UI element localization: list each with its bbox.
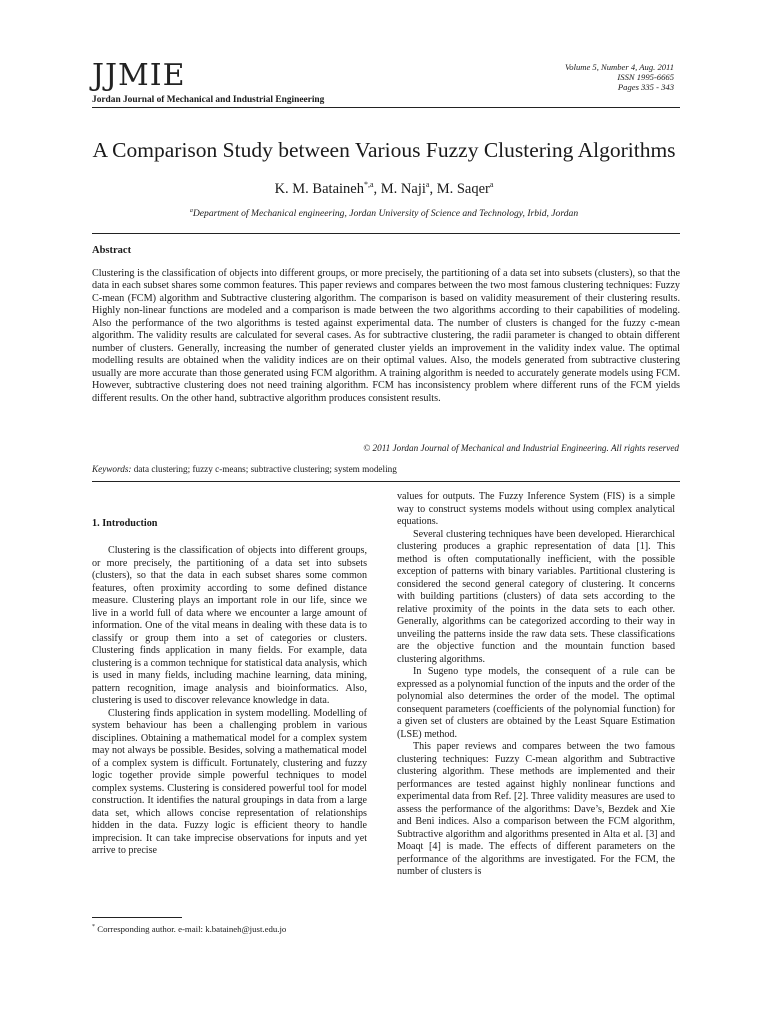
paragraph: Clustering finds application in system modelling. Modelling of system behaviour has been a challenging problem in various disciplines. Obtaining a mathematical model for a complex system may not always be possible. Besides, solving a mathematical model of a complex system is difficult. Fortunately, clustering and fuzzy logic together provide simple powerful techniques to model complex systems. Clustering is considered powerful tool for model construction. It identifies the natural groupings in data from a large data set, which allows concise representation of relationships hidden in the data. Fuzzy logic is efficient theory to handle imprecision. It can take imprecise observations for inputs and yet arrive to precise [92, 707, 367, 856]
author-name: M. Naji [380, 180, 426, 197]
journal-name: Jordan Journal of Mechanical and Industrial Engineering [92, 95, 325, 105]
paper-title: A Comparison Study between Various Fuzzy Clustering Algorithms [92, 138, 676, 162]
copyright-notice: © 2011 Jordan Journal of Mechanical and Industrial Engineering. All rights reserved [363, 443, 679, 453]
abstract-heading: Abstract [92, 245, 132, 256]
left-column [92, 545, 367, 858]
keywords-label: Keywords: [92, 464, 132, 474]
abstract-top-rule [92, 233, 680, 234]
footnote [92, 924, 286, 934]
author-name: K. M. Bataineh [274, 180, 364, 197]
affiliation-text: Department of Mechanical engineering, Jordan University of Science and Technology, Irbid, Jordan [192, 208, 579, 220]
volume-info: Volume 5, Number 4, Aug. 2011 [564, 62, 674, 72]
author-list: K. M. Bataineh$^{*,a}$, M. Naji$^a$, M. Saqer$^a$ [274, 180, 494, 197]
affiliation [0, 208, 768, 219]
keywords [92, 464, 397, 474]
abstract-bottom-rule [92, 481, 680, 482]
journal-logo: JJMIE [92, 58, 186, 93]
right-column [397, 491, 675, 879]
footnote-rule [92, 917, 182, 918]
paragraph: Clustering is the classification of objects into different groups, or more precisely, the partitioning of a data set into subsets (clusters), so that the data in each subset shares some common features, often proximity according to some defined distance measure. Clustering plays an important role in our life, since we live in a world full of data where we encounter a large amount of information. One of the vital means in dealing with these data is to classify or group them into a set of categories or clusters. Clustering finds application in many fields. For example, data clustering is a common technique for statistical data analysis, which is used in many fields, including machine learning, data mining, pattern recognition, image analysis and bioinformatics. Also, clustering is used to discover relevance knowledge in data. [92, 545, 367, 706]
footnote-text: Corresponding author. e-mail: k.bataineh@just.edu.jo [97, 924, 287, 934]
paragraph: values for outputs. The Fuzzy Inference System (FIS) is a simple way to construct systems models without using complex analytical equations. [397, 491, 675, 527]
paragraph: In Sugeno type models, the consequent of a rule can be expressed as a polynomial function of the inputs and the order of the polynomial also determines the order of the model. The optimal consequent parameters (coefficients of the polynomial function) for a given set of clusters are obtained by the Least Square Estimation (LSE) method. [397, 666, 675, 740]
abstract-text: Clustering is the classification of objects into different groups, or more precisely, the partitioning of a data set into subsets (clusters), so that the data in each subset shares some common features. This paper reviews and compares between the two most famous clustering techniques: Fuzzy C-mean (FCM) algorithm and Subtractive clustering algorithm. The comparison is based on validity measurement of their clustering results. Highly non-linear functions are modeled and a comparison is made between the two algorithms according to their capabilities of modeling. Also the performance of the two algorithms is tested against experimental data. The number of clusters is changed for the fuzzy c-mean algorithm. The validity results are calculated for several cases. As for subtractive clustering, the radii parameter is changed to obtain different number of clusters. Generally, increasing the number of generated cluster yields an improvement in the validity index value. The optimal modelling results are obtained when the validity indices are on their optimal values. Also, the models generated from subtractive clustering usually are more accurate than those generated using FCM algorithm. A training algorithm is needed to accurately generate models using FCM. However, subtractive clustering does not need training algorithm. FCM has inconsistency problem where different runs of the FCM yields different results. On the other hand, subtractive algorithm produces consistent results. [92, 268, 680, 404]
section-heading-introduction: 1. Introduction [92, 518, 158, 529]
footnote-mark: * [92, 924, 95, 931]
author-affil-mark: a [489, 180, 494, 189]
affiliation-mark: a [189, 208, 193, 214]
header-rule [92, 107, 680, 108]
paragraph: Several clustering techniques have been developed. Hierarchical clustering produces a graphic representation of data [1]. This method is often computationally inefficient, with the possible exception of patterns with binary variables. Partitional clustering is considered the second general category of clustering. It concerns with building partitions (clusters) of data sets according to the relative proximity of the points in the data sets to each other. Generally, algorithms can be categorized according to their way in unveiling the patterns inside the raw data sets. These classifications are the objective function and the mountain function based clustering algorithms. [397, 528, 675, 665]
author-affil-mark: *,a [363, 180, 374, 189]
paragraph: This paper reviews and compares between the two famous clustering techniques: Fuzzy C-mean algorithm and Subtractive clustering algorithm. These methods are implemented and their performances are tested against highly nonlinear functions and experimental data from Ref. [2]. Three validity measures are used to assess the performance of the algorithms: Dave’s, Bezdek and Xie and Beni indices. Also a comparison between the FCM algorithm, Subtractive algorithm and algorithms presented in Alta et al. [3] and Moaqt [4] is made. The effects of different parameters on the performance of the algorithms are investigated. For the FCM, the number of clusters is [397, 741, 675, 877]
page-range: Pages 335 - 343 [617, 82, 674, 92]
author-affil-mark: a [425, 180, 430, 189]
author-name: M. Saqer [436, 180, 490, 197]
issn: ISSN 1995-6665 [617, 72, 674, 82]
keywords-text: data clustering; fuzzy c-means; subtractive clustering; system modeling [133, 464, 397, 474]
